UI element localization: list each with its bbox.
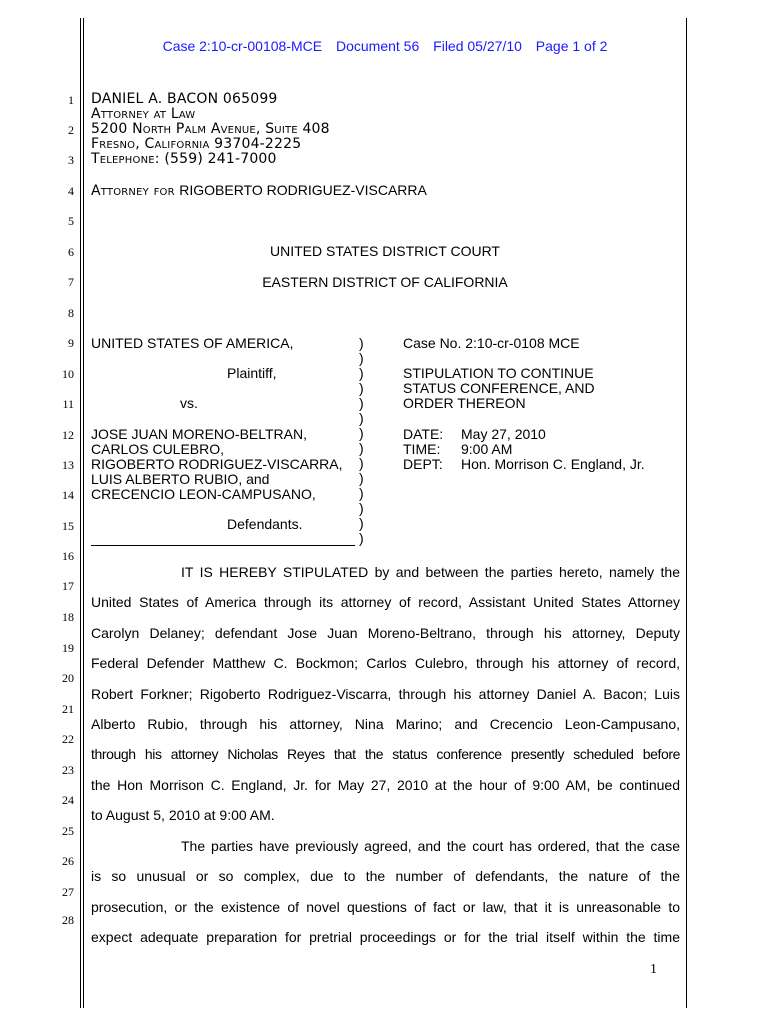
body-line: the Hon Morrison C. England, Jr. for May 27, 2010 at the hour of 9:00 AM, be continued	[91, 777, 680, 793]
line-number: 10	[62, 367, 74, 381]
body-line: Alberto Rubio, through his attorney, Nina Marino; and Crecencio Leon-Campusano,	[91, 716, 680, 732]
defendant-name: JOSE JUAN MORENO-BELTRAN,	[91, 426, 307, 442]
attorney-for-line	[91, 183, 427, 199]
line-number: 26	[62, 854, 74, 868]
dept-label: DEPT:	[403, 456, 443, 472]
time-label: TIME:	[403, 441, 441, 457]
line-number: 25	[62, 824, 74, 838]
line-number: 11	[62, 397, 74, 411]
court-district: EASTERN DISTRICT OF CALIFORNIA	[262, 274, 508, 290]
line-number: 24	[62, 793, 74, 807]
line-number: 15	[62, 519, 74, 533]
body-line: to August 5, 2010 at 9:00 AM.	[91, 807, 275, 823]
filed-date-header: Filed 05/27/10	[433, 38, 522, 54]
document-number-header: Document 56	[335, 38, 420, 54]
document-title-line: ORDER THEREON	[403, 395, 526, 411]
filing-header	[0, 38, 770, 54]
hearing-info	[403, 427, 645, 472]
body-line: is so unusual or so complex, due to the number of defendants, the nature of the	[91, 868, 680, 884]
line-number: 14	[62, 488, 74, 502]
line-number: 16	[62, 549, 74, 563]
line-number: 27	[62, 885, 74, 899]
line-number: 19	[62, 641, 74, 655]
line-number: 23	[62, 763, 74, 777]
line-number: 1	[68, 93, 74, 107]
page-count-header: Page 1 of 2	[535, 38, 608, 54]
right-margin-rule	[686, 18, 687, 1008]
line-number: 9	[68, 336, 74, 350]
body-line: Federal Defender Matthew C. Bockmon; Carlos Culebro, through his attorney of record,	[91, 655, 680, 671]
defendant-name: RIGOBERTO RODRIGUEZ-VISCARRA,	[91, 456, 343, 472]
page-number: 1	[650, 962, 657, 977]
document-title-line: STATUS CONFERENCE, AND	[403, 380, 595, 396]
attorney-for-label: Attorney for	[91, 183, 175, 199]
line-number: 21	[62, 702, 74, 716]
attorney-address-line1: 5200 North Palm Avenue, Suite 408	[91, 121, 330, 137]
attorney-title: Attorney at Law	[91, 106, 196, 122]
case-number-header: Case 2:10-cr-00108-MCE	[162, 38, 323, 54]
time-value: 9:00 AM	[461, 441, 513, 457]
line-number: 4	[68, 184, 74, 198]
body-line: Robert Forkner; Rigoberto Rodriguez-Viscarra, through his attorney Daniel A. Bacon; Luis	[91, 686, 680, 702]
attorney-address-line2: Fresno, California 93704-2225	[91, 136, 302, 152]
defendant-name: CRECENCIO LEON-CAMPUSANO,	[91, 486, 316, 502]
attorney-phone: Telephone: (559) 241-7000	[91, 151, 277, 167]
line-number: 13	[62, 458, 74, 472]
case-number: Case No. 2:10-cr-0108 MCE	[403, 335, 580, 351]
body-line: Carolyn Delaney; defendant Jose Juan Moreno-Beltrano, through his attorney, Deputy	[91, 625, 680, 641]
document-title	[403, 366, 595, 411]
left-margin-rule-1	[80, 18, 81, 1008]
line-number: 12	[62, 428, 74, 442]
attorney-name: DANIEL A. BACON 065099	[91, 91, 278, 107]
line-number: 28	[62, 913, 74, 927]
line-number: 18	[62, 610, 74, 624]
court-name: UNITED STATES DISTRICT COURT	[270, 243, 500, 259]
line-number: 8	[68, 306, 74, 320]
line-number: 22	[62, 732, 74, 746]
body-line: IT IS HEREBY STIPULATED by and between the parties hereto, namely the	[181, 564, 680, 580]
body-line: The parties have previously agreed, and the court has ordered, that the case	[181, 838, 680, 854]
attorney-block	[91, 92, 330, 167]
body-line: United States of America through its attorney of record, Assistant United States Attorney	[91, 594, 680, 610]
line-number: 2	[68, 123, 74, 137]
caption-underline	[91, 545, 355, 546]
defendant-name: CARLOS CULEBRO,	[91, 441, 225, 457]
line-number: 20	[62, 671, 74, 685]
body-line: prosecution, or the existence of novel questions of fact or law, that it is unreasonable to	[91, 899, 680, 915]
body-line: expect adequate preparation for pretrial proceedings or for the trial itself within the time	[91, 929, 680, 945]
line-number: 7	[68, 275, 74, 289]
line-number: 6	[68, 245, 74, 259]
date-label: DATE:	[403, 426, 444, 442]
plaintiff-name: UNITED STATES OF AMERICA,	[91, 335, 294, 351]
date-value: May 27, 2010	[461, 426, 546, 442]
dept-value: Hon. Morrison C. England, Jr.	[461, 456, 645, 472]
defendants-list	[91, 427, 343, 502]
left-margin-rule-2	[83, 18, 84, 1008]
document-title-line: STIPULATION TO CONTINUE	[403, 365, 594, 381]
body-line: through his attorney Nicholas Reyes that the status conference presently scheduled before	[91, 746, 680, 762]
line-number: 5	[68, 214, 74, 228]
defendant-name: LUIS ALBERTO RUBIO, and	[91, 471, 270, 487]
defendants-label: Defendants.	[227, 516, 303, 532]
line-number: 17	[62, 579, 74, 593]
attorney-for-client: RIGOBERTO RODRIGUEZ-VISCARRA	[179, 182, 427, 198]
versus-label: vs.	[180, 395, 198, 411]
line-number: 3	[68, 153, 74, 167]
plaintiff-label: Plaintiff,	[227, 365, 277, 381]
caption-parentheses: ) ) ) ) ) ) ) ) ) ) ) ) ) )	[359, 335, 364, 546]
